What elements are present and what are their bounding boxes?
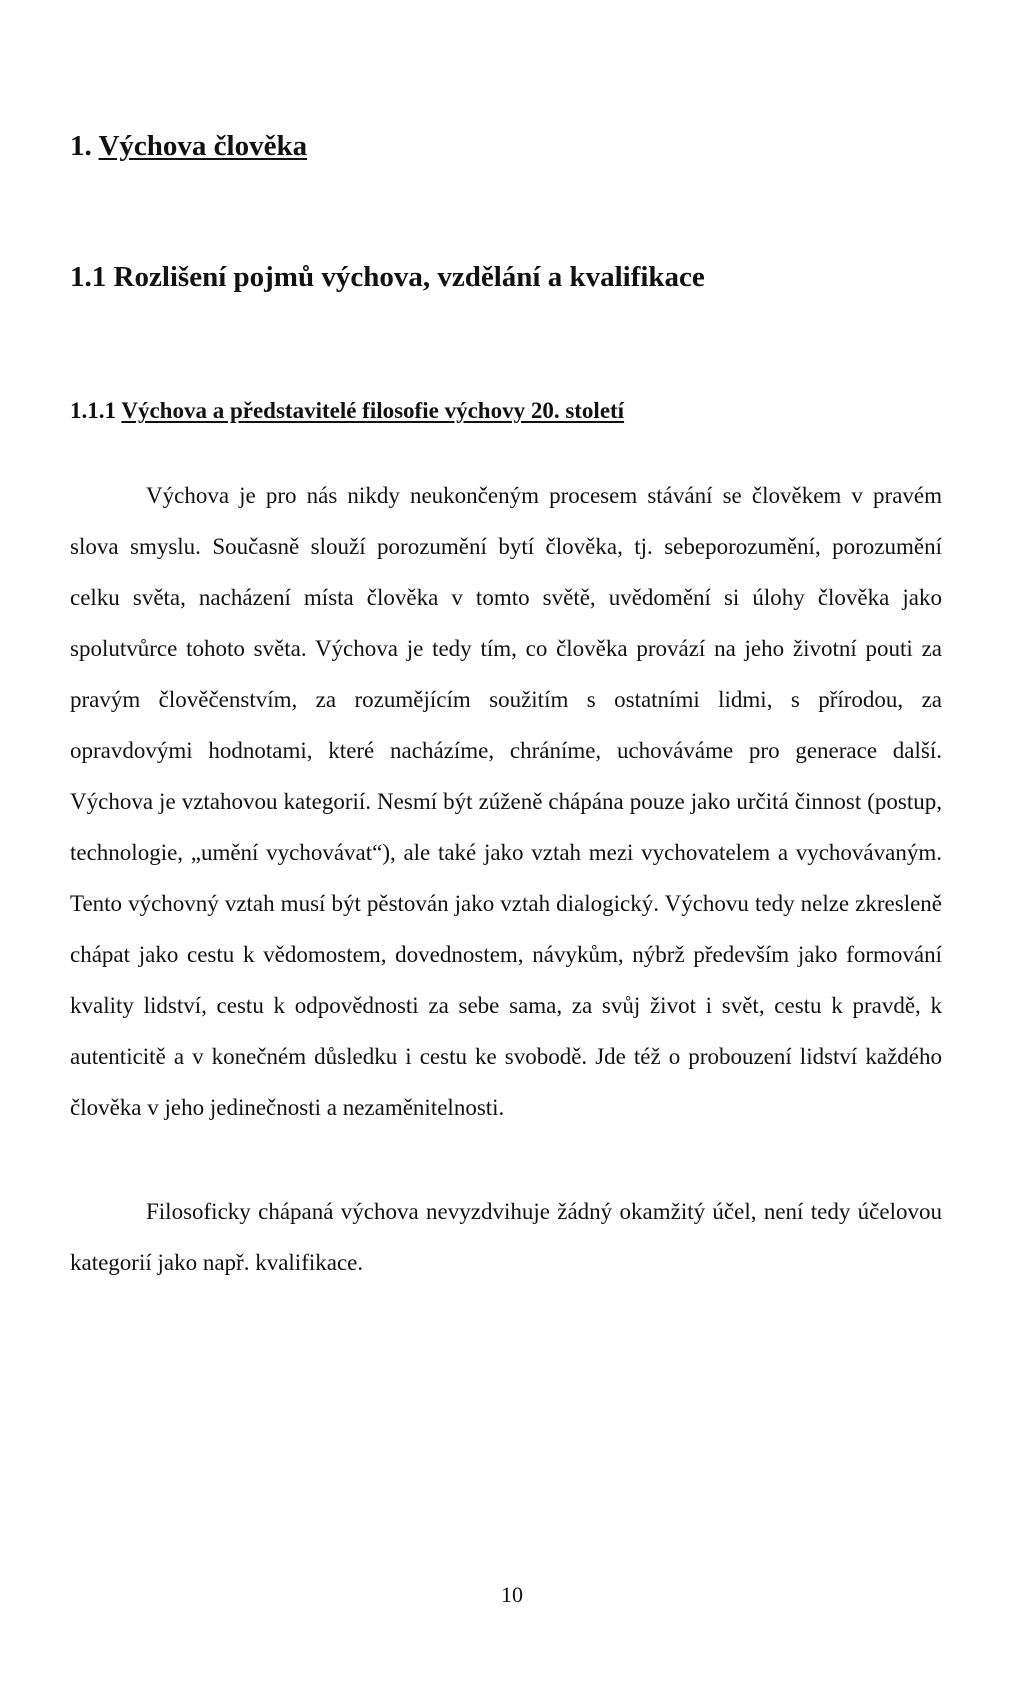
chapter-heading [70, 132, 307, 161]
subsection-title: Výchova a představitelé filosofie výchovy 20. století [121, 398, 625, 423]
chapter-number: 1. [70, 130, 92, 162]
page-number: 10 [501, 1582, 523, 1607]
paragraph-1: Výchova je pro nás nikdy neukončeným procesem stávání se člověkem v pravém slova smyslu. Současně slouží porozumění bytí člověka, tj. sebeporozumění, porozumění celku světa, nacházení místa člověka v tomto světě, uvědomění si úlohy člověka jako spolutvůrce tohoto světa. Výchova je tedy tím, co člověka provází na jeho životní pouti za pravým člověčenstvím, za rozumějícím soužitím s ostatními lidmi, s přírodou, za opravdovými hodnotami, které nacházíme, chráníme, uchováváme pro generace další. Výchova je vztahovou kategorií. Nesmí být zúženě chápána pouze jako určitá činnost (postup, technologie, „umění vychovávat“), ale také jako vztah mezi vychovatelem a vychovávaným. Tento výchovný vztah musí být pěstován jako vztah dialogický. Výchovu tedy nelze zkresleně chápat jako cestu k vědomostem, dovednostem, návykům, nýbrž především jako formování kvality lidství, cestu k odpovědnosti za sebe sama, za svůj život i svět, cestu k pravdě, k autenticitě a v konečném důsledku i cestu ke svobodě. Jde též o probouzení lidství každého člověka v jeho jedinečnosti a nezaměnitelnosti. [70, 483, 942, 1120]
section-heading: 1.1 Rozlišení pojmů výchova, vzdělání a kvalifikace [70, 261, 705, 293]
chapter-title: Výchova člověka [98, 130, 308, 162]
subsection-heading [70, 399, 624, 422]
paragraph-2: Filosoficky chápaná výchova nevyzdvihuje žádný okamžitý účel, není tedy účelovou kategorií jako např. kvalifikace. [70, 1199, 942, 1275]
subsection-number: 1.1.1 [70, 398, 116, 423]
